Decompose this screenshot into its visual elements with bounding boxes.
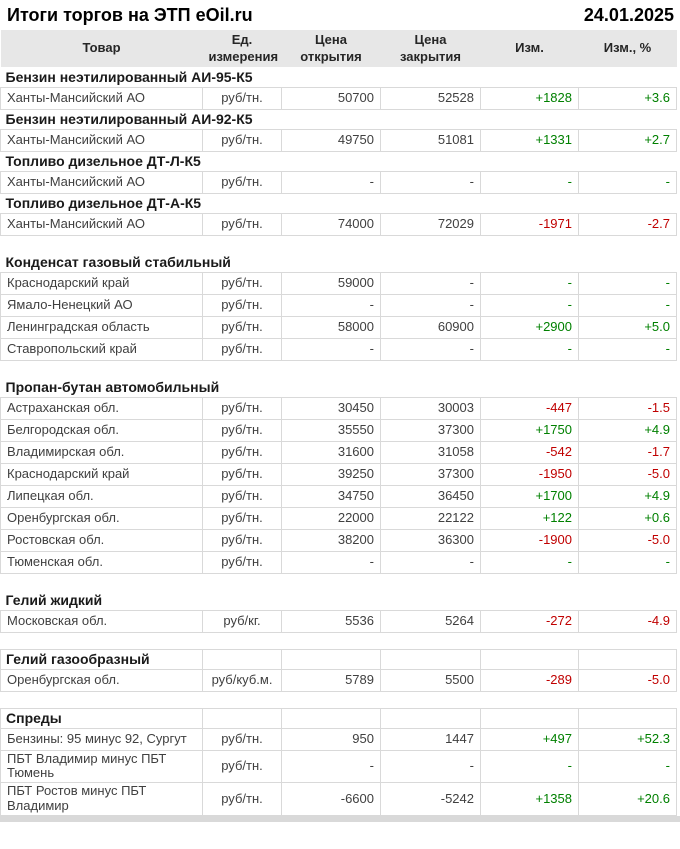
product-cell: Ямало-Ненецкий АО	[1, 294, 203, 316]
close-price-cell: -	[381, 171, 481, 193]
open-price-cell: 5789	[282, 669, 381, 691]
open-price-cell: -	[282, 171, 381, 193]
open-price-cell: 59000	[282, 272, 381, 294]
product-cell: Ханты-Мансийский АО	[1, 87, 203, 109]
close-price-cell: -	[381, 294, 481, 316]
product-cell: Краснодарский край	[1, 272, 203, 294]
section-title: Конденсат газовый стабильный	[1, 252, 677, 272]
change-cell: -	[481, 272, 579, 294]
close-price-cell: 60900	[381, 316, 481, 338]
section-header-row	[1, 193, 677, 213]
column-header: Цена закрытия	[381, 30, 481, 67]
empty-cell	[481, 649, 579, 669]
change-pct-cell: -1.5	[579, 397, 677, 419]
product-cell: ПБТ Ростов минус ПБТ Владимир	[1, 783, 203, 816]
spacer-row	[1, 360, 677, 377]
change-pct-cell: -5.0	[579, 529, 677, 551]
change-cell: -542	[481, 441, 579, 463]
change-pct-cell: -1.7	[579, 441, 677, 463]
section-header-row	[1, 377, 677, 397]
change-pct-cell: +2.7	[579, 129, 677, 151]
section-title: Бензин неэтилированный АИ-92-К5	[1, 109, 677, 129]
unit-cell: руб/тн.	[203, 507, 282, 529]
change-pct-cell: -	[579, 338, 677, 360]
change-cell: -1950	[481, 463, 579, 485]
product-cell: Владимирская обл.	[1, 441, 203, 463]
change-cell: -272	[481, 610, 579, 632]
change-pct-cell: -5.0	[579, 669, 677, 691]
table-row	[1, 551, 677, 573]
change-pct-cell: +3.6	[579, 87, 677, 109]
table-row	[1, 507, 677, 529]
change-pct-cell: -	[579, 551, 677, 573]
table-row	[1, 728, 677, 750]
spacer-row	[1, 691, 677, 708]
unit-cell: руб/тн.	[203, 171, 282, 193]
section-title: Гелий газообразный	[1, 649, 203, 669]
change-cell: +1331	[481, 129, 579, 151]
empty-cell	[579, 708, 677, 728]
change-pct-cell: -	[579, 272, 677, 294]
empty-cell	[282, 649, 381, 669]
section-header-row	[1, 649, 677, 669]
product-cell: ПБТ Владимир минус ПБТ Тюмень	[1, 750, 203, 783]
unit-cell: руб/тн.	[203, 551, 282, 573]
open-price-cell: 38200	[282, 529, 381, 551]
change-cell: +122	[481, 507, 579, 529]
change-pct-cell: -4.9	[579, 610, 677, 632]
product-cell: Оренбургская обл.	[1, 669, 203, 691]
unit-cell: руб/тн.	[203, 316, 282, 338]
change-cell: -	[481, 171, 579, 193]
table-row	[1, 213, 677, 235]
open-price-cell: 39250	[282, 463, 381, 485]
spacer-row	[1, 632, 677, 649]
unit-cell: руб/тн.	[203, 213, 282, 235]
section-header-row	[1, 109, 677, 129]
table-row	[1, 316, 677, 338]
change-pct-cell: +0.6	[579, 507, 677, 529]
table-row	[1, 441, 677, 463]
table-row	[1, 610, 677, 632]
section-title: Топливо дизельное ДТ-Л-К5	[1, 151, 677, 171]
change-pct-cell: -	[579, 750, 677, 783]
open-price-cell: 58000	[282, 316, 381, 338]
section-header-row	[1, 708, 677, 728]
product-cell: Ханты-Мансийский АО	[1, 171, 203, 193]
open-price-cell: 30450	[282, 397, 381, 419]
footer-bar	[0, 816, 680, 822]
open-price-cell: 74000	[282, 213, 381, 235]
unit-cell: руб/куб.м.	[203, 669, 282, 691]
section-header-row	[1, 67, 677, 87]
product-cell: Бензины: 95 минус 92, Сургут	[1, 728, 203, 750]
close-price-cell: -5242	[381, 783, 481, 816]
column-header: Изм.	[481, 30, 579, 67]
close-price-cell: 36450	[381, 485, 481, 507]
table-row	[1, 463, 677, 485]
product-cell: Тюменская обл.	[1, 551, 203, 573]
change-pct-cell: +20.6	[579, 783, 677, 816]
product-cell: Ханты-Мансийский АО	[1, 129, 203, 151]
unit-cell: руб/тн.	[203, 338, 282, 360]
open-price-cell: 49750	[282, 129, 381, 151]
results-table	[0, 30, 677, 816]
table-body	[1, 67, 677, 816]
column-header: Ед. измерения	[203, 30, 282, 67]
column-header: Изм., %	[579, 30, 677, 67]
product-cell: Липецкая обл.	[1, 485, 203, 507]
open-price-cell: 22000	[282, 507, 381, 529]
close-price-cell: 30003	[381, 397, 481, 419]
open-price-cell: 35550	[282, 419, 381, 441]
table-row	[1, 783, 677, 816]
change-pct-cell: +4.9	[579, 419, 677, 441]
unit-cell: руб/тн.	[203, 463, 282, 485]
open-price-cell: -6600	[282, 783, 381, 816]
open-price-cell: -	[282, 750, 381, 783]
product-cell: Краснодарский край	[1, 463, 203, 485]
section-header-row	[1, 590, 677, 610]
open-price-cell: -	[282, 551, 381, 573]
close-price-cell: -	[381, 272, 481, 294]
change-pct-cell: -	[579, 171, 677, 193]
table-row	[1, 129, 677, 151]
change-cell: +497	[481, 728, 579, 750]
section-title: Спреды	[1, 708, 203, 728]
unit-cell: руб/тн.	[203, 728, 282, 750]
product-cell: Ставропольский край	[1, 338, 203, 360]
close-price-cell: 37300	[381, 419, 481, 441]
close-price-cell: 5264	[381, 610, 481, 632]
product-cell: Белгородская обл.	[1, 419, 203, 441]
open-price-cell: 50700	[282, 87, 381, 109]
close-price-cell: -	[381, 750, 481, 783]
change-cell: -289	[481, 669, 579, 691]
report-date: 24.01.2025	[583, 4, 674, 25]
close-price-cell: -	[381, 338, 481, 360]
change-cell: -	[481, 294, 579, 316]
table-row	[1, 171, 677, 193]
product-cell: Ханты-Мансийский АО	[1, 213, 203, 235]
change-cell: +1750	[481, 419, 579, 441]
close-price-cell: 5500	[381, 669, 481, 691]
change-pct-cell: -	[579, 294, 677, 316]
table-row	[1, 485, 677, 507]
unit-cell: руб/тн.	[203, 485, 282, 507]
empty-cell	[203, 708, 282, 728]
unit-cell: руб/тн.	[203, 397, 282, 419]
close-price-cell: 51081	[381, 129, 481, 151]
change-pct-cell: +52.3	[579, 728, 677, 750]
section-title: Пропан-бутан автомобильный	[1, 377, 677, 397]
change-cell: -	[481, 338, 579, 360]
section-title: Гелий жидкий	[1, 590, 677, 610]
section-title: Бензин неэтилированный АИ-95-К5	[1, 67, 677, 87]
spacer-row	[1, 573, 677, 590]
column-header: Цена открытия	[282, 30, 381, 67]
table-row	[1, 294, 677, 316]
table-row	[1, 87, 677, 109]
table-row	[1, 529, 677, 551]
unit-cell: руб/тн.	[203, 419, 282, 441]
close-price-cell: 72029	[381, 213, 481, 235]
section-header-row	[1, 151, 677, 171]
empty-cell	[203, 649, 282, 669]
table-row	[1, 338, 677, 360]
change-pct-cell: +5.0	[579, 316, 677, 338]
change-cell: +1700	[481, 485, 579, 507]
table-row	[1, 419, 677, 441]
open-price-cell: 34750	[282, 485, 381, 507]
empty-cell	[381, 708, 481, 728]
unit-cell: руб/тн.	[203, 783, 282, 816]
product-cell: Оренбургская обл.	[1, 507, 203, 529]
open-price-cell: -	[282, 338, 381, 360]
change-cell: +1828	[481, 87, 579, 109]
empty-cell	[282, 708, 381, 728]
table-row	[1, 272, 677, 294]
close-price-cell: 36300	[381, 529, 481, 551]
change-cell: -447	[481, 397, 579, 419]
close-price-cell: 22122	[381, 507, 481, 529]
change-cell: -1900	[481, 529, 579, 551]
open-price-cell: 950	[282, 728, 381, 750]
unit-cell: руб/тн.	[203, 294, 282, 316]
table-row	[1, 397, 677, 419]
open-price-cell: -	[282, 294, 381, 316]
page-title: Итоги торгов на ЭТП eOil.ru	[7, 4, 253, 25]
column-header: Товар	[1, 30, 203, 67]
change-cell: -	[481, 750, 579, 783]
empty-cell	[579, 649, 677, 669]
open-price-cell: 5536	[282, 610, 381, 632]
table-row	[1, 750, 677, 783]
section-title: Топливо дизельное ДТ-А-К5	[1, 193, 677, 213]
spacer-row	[1, 235, 677, 252]
empty-cell	[381, 649, 481, 669]
change-pct-cell: +4.9	[579, 485, 677, 507]
column-header-row	[1, 30, 677, 67]
unit-cell: руб/тн.	[203, 750, 282, 783]
close-price-cell: 37300	[381, 463, 481, 485]
product-cell: Московская обл.	[1, 610, 203, 632]
title-bar	[0, 0, 680, 30]
unit-cell: руб/тн.	[203, 441, 282, 463]
change-pct-cell: -2.7	[579, 213, 677, 235]
close-price-cell: 31058	[381, 441, 481, 463]
close-price-cell: 1447	[381, 728, 481, 750]
change-cell: -	[481, 551, 579, 573]
close-price-cell: -	[381, 551, 481, 573]
close-price-cell: 52528	[381, 87, 481, 109]
table-row	[1, 669, 677, 691]
change-pct-cell: -5.0	[579, 463, 677, 485]
change-cell: +2900	[481, 316, 579, 338]
unit-cell: руб/тн.	[203, 529, 282, 551]
unit-cell: руб/тн.	[203, 129, 282, 151]
section-header-row	[1, 252, 677, 272]
unit-cell: руб/тн.	[203, 87, 282, 109]
change-cell: +1358	[481, 783, 579, 816]
empty-cell	[481, 708, 579, 728]
change-cell: -1971	[481, 213, 579, 235]
product-cell: Ростовская обл.	[1, 529, 203, 551]
product-cell: Астраханская обл.	[1, 397, 203, 419]
unit-cell: руб/кг.	[203, 610, 282, 632]
unit-cell: руб/тн.	[203, 272, 282, 294]
open-price-cell: 31600	[282, 441, 381, 463]
product-cell: Ленинградская область	[1, 316, 203, 338]
